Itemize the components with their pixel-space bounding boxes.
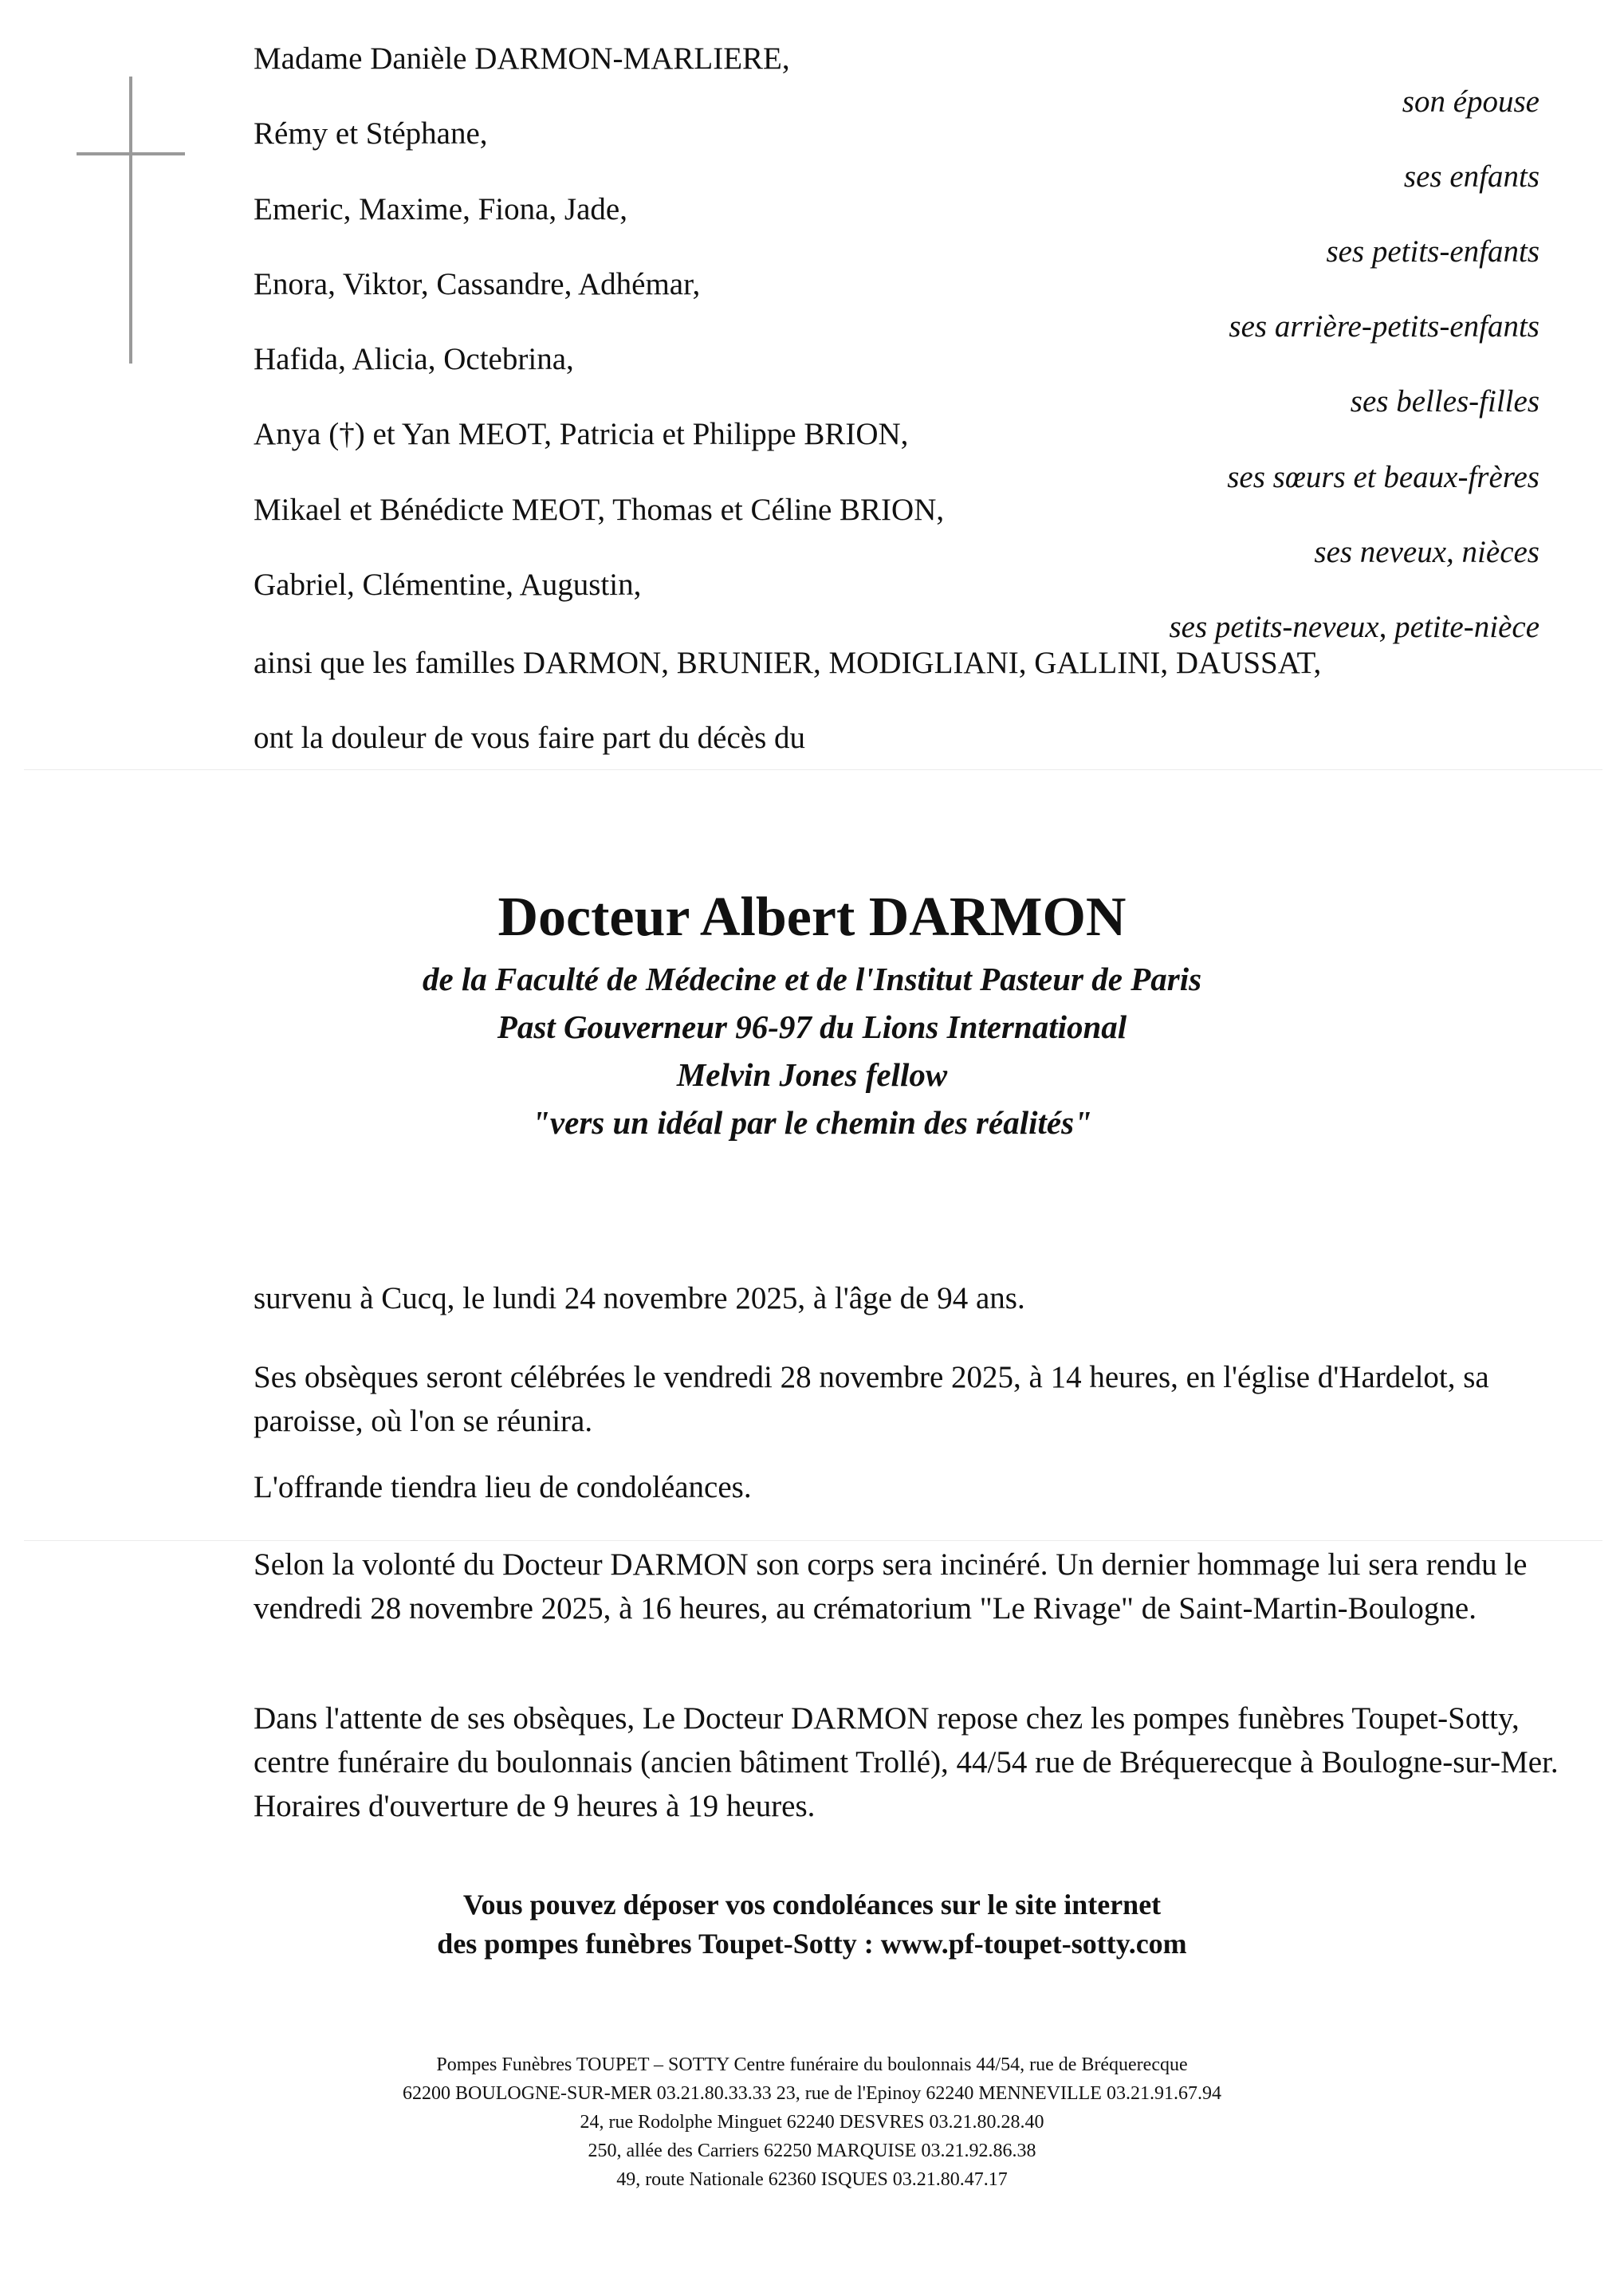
fold-line <box>24 1540 1602 1541</box>
footer-line: 62200 BOULOGNE-SUR-MER 03.21.80.33.33 23, rue de l'Epinoy 62240 MENNEVILLE 03.21.91.67.94 <box>403 2083 1221 2104</box>
deceased-name: Docteur Albert DARMON <box>497 887 1127 948</box>
family-name: Rémy et Stéphane, <box>254 116 488 151</box>
footer-line: Pompes Funèbres TOUPET – SOTTY Centre funéraire du boulonnais 44/54, rue de Bréquerecque <box>436 2054 1188 2075</box>
deceased-subtitle: Melvin Jones fellow <box>676 1056 948 1093</box>
family-relation: ses sœurs et beaux-frères <box>1227 460 1539 494</box>
fold-line <box>24 769 1602 770</box>
condolences-line: des pompes funèbres Toupet-Sotty : www.pf-toupet-sotty.com <box>437 1928 1187 1960</box>
footer-line: 49, route Nationale 62360 ISQUES 03.21.80.47.17 <box>616 2169 1008 2190</box>
family-name: Emeric, Maxime, Fiona, Jade, <box>254 192 627 226</box>
family-relation: ses enfants <box>1403 159 1539 194</box>
family-relation: ses petits-enfants <box>1326 234 1539 269</box>
family-name: Gabriel, Clémentine, Augustin, <box>254 568 642 602</box>
families-line: ainsi que les familles DARMON, BRUNIER, MODIGLIANI, GALLINI, DAUSSAT, <box>254 646 1322 680</box>
cremation-paragraph: Selon la volonté du Docteur DARMON son corps sera incinéré. Un dernier hommage lui sera rendu le vendredi 28 novembre 2025, à 16 heures, au crématorium "Le Rivage" de Saint-Martin-Boulogne. <box>254 1547 1528 1626</box>
footer-line: 250, allée des Carriers 62250 MARQUISE 03.21.92.86.38 <box>588 2141 1036 2161</box>
family-relation: ses arrière-petits-enfants <box>1229 309 1539 344</box>
footer-line: 24, rue Rodolphe Minguet 62240 DESVRES 03.21.80.28.40 <box>580 2112 1044 2133</box>
family-relation: ses petits-neveux, petite-nièce <box>1169 610 1539 644</box>
family-relation: son épouse <box>1402 85 1539 119</box>
deceased-subtitle: Past Gouverneur 96-97 du Lions International <box>497 1008 1127 1045</box>
death-paragraph: survenu à Cucq, le lundi 24 novembre 2025, à l'âge de 94 ans. <box>254 1281 1025 1315</box>
deceased-subtitle: de la Faculté de Médecine et de l'Institut Pasteur de Paris <box>422 961 1202 997</box>
family-relation: ses belles-filles <box>1350 384 1539 419</box>
offering-paragraph: L'offrande tiendra lieu de condoléances. <box>254 1470 752 1504</box>
cross-icon <box>129 77 132 364</box>
funeral-paragraph: Ses obsèques seront célébrées le vendredi 28 novembre 2025, à 14 heures, en l'église d'Hardelot, sa paroisse, où l'on se réunira. <box>254 1360 1489 1438</box>
condolences-line: Vous pouvez déposer vos condoléances sur le site internet <box>462 1889 1162 1921</box>
family-name: Enora, Viktor, Cassandre, Adhémar, <box>254 267 701 301</box>
family-name: Hafida, Alicia, Octebrina, <box>254 342 574 376</box>
rest-paragraph: Dans l'attente de ses obsèques, Le Docteur DARMON repose chez les pompes funèbres Toupet-Sotty, centre funéraire du boulonnais (ancien bâtiment Trollé), 44/54 rue de Bréquerecque à Boulogne-sur-Mer. Horaires d'ouverture de 9 heures à 19 heures. <box>254 1701 1559 1823</box>
family-name: Madame Danièle DARMON-MARLIERE, <box>254 41 790 76</box>
family-name: Mikael et Bénédicte MEOT, Thomas et Céline BRION, <box>254 493 945 527</box>
family-relation: ses neveux, nièces <box>1314 535 1539 569</box>
deceased-subtitle: "vers un idéal par le chemin des réalités" <box>532 1104 1092 1141</box>
cross-icon-bar <box>77 152 185 155</box>
family-name: Anya (†) et Yan MEOT, Patricia et Philippe BRION, <box>254 417 909 451</box>
announce-line: ont la douleur de vous faire part du décès du <box>254 721 806 755</box>
